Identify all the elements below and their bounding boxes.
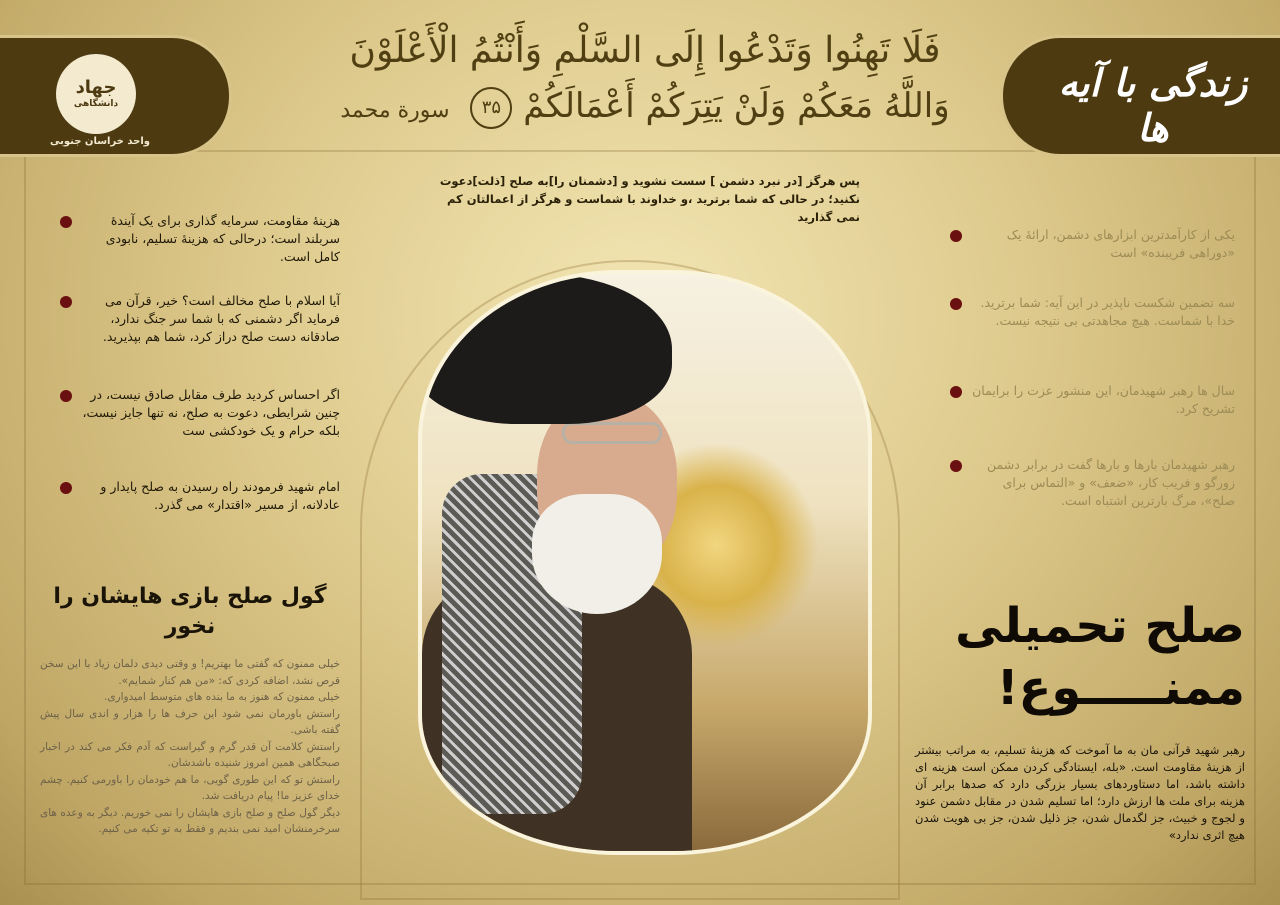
- jihad-logo: [56, 54, 136, 134]
- verse-line2-text: وَاللَّهُ مَعَكُمْ وَلَنْ يَتِرَكُمْ أَعْمَالَكُمْ: [523, 86, 950, 126]
- quran-verse: [300, 24, 990, 139]
- series-badge: [1000, 35, 1280, 157]
- side-paragraph: راستش تو که این طوری گویی، ما هم خودمان را باورمی کنیم. چشم خدای عزیز ما! پیام دریافت شد.: [40, 773, 340, 802]
- series-title: زندگی با آیه ها: [1058, 60, 1248, 150]
- bullet-dot-icon: [60, 216, 72, 228]
- main-title-line2: ممنـــــوع!: [996, 660, 1245, 716]
- logo-badge: [0, 35, 232, 157]
- list-item: [950, 456, 1235, 510]
- verse-translation: پس هرگز [در نبرد دشمن ] سست نشوید و [دشمنان را]به صلح [ذلت]دعوت نکنید؛ در حالی که شما برترید ،و خداوند با شماست و هرگز از اعمالتان کم نمی گذارید: [439, 174, 860, 224]
- bullet-text: اگر احساس کردید طرف مقابل صادق نیست، در چنین شرایطی، دعوت به صلح، نه تنها جایز نیست، بلکه حرام و یک خودکشی ست: [82, 387, 340, 438]
- bullet-dot-icon: [950, 298, 962, 310]
- list-item: [60, 478, 340, 514]
- verse-line2: [300, 78, 990, 139]
- main-title: [915, 595, 1245, 719]
- bullet-dot-icon: [60, 482, 72, 494]
- bullet-dot-icon: [950, 460, 962, 472]
- verse-number: ۳۵: [470, 87, 512, 129]
- bullet-text: سال ها رهبر شهیدمان، این منشور عزت را برایمان تشریح کرد.: [972, 383, 1235, 416]
- logo-line1: جهاد: [75, 77, 117, 98]
- portrait-turban: [418, 274, 672, 424]
- list-item: [950, 294, 1235, 330]
- side-paragraph: خیلی ممنون که هنوز به ما بنده های متوسط امیدواری.: [103, 691, 340, 703]
- bullet-text: سه تضمین شکست ناپذیر در این آیه: شما برترید. خدا با شماست. هیچ مجاهدتی بی نتیجه نیست.: [980, 295, 1235, 328]
- portrait-photo: [418, 270, 872, 855]
- bullet-text: آیا اسلام با صلح مخالف است؟ خیر، قرآن می فرماید اگر دشمنی که با شما سر جنگ ندارد، صادقانه دست صلح دراز کرد، شما هم بپذیرید.: [102, 293, 340, 344]
- bullet-dot-icon: [60, 390, 72, 402]
- bullet-text: رهبر شهیدمان بارها و بارها گفت در برابر دشمن زورگو و فریب کار، «ضعف» و «التماس برای صلح»، مرگ بارترین اشتباه است.: [987, 457, 1235, 508]
- bullet-text: امام شهید فرمودند راه رسیدن به صلح پایدار و عادلانه، از مسیر «اقتدار» می گذرد.: [100, 479, 340, 512]
- side-body: [40, 656, 340, 838]
- logo-subtitle: واحد خراسان جنوبی: [50, 136, 150, 147]
- side-title: گول صلح بازی هایشان را نخور: [53, 584, 327, 639]
- side-paragraph: دیگر گول صلح و صلح بازی هایشان را نمی خوریم. دیگر به وعده های سرخرمنشان امید نمی بندیم و فقط به تو تکیه می کنیم.: [40, 806, 340, 835]
- bullet-text: هزینۀ مقاومت، سرمایه گذاری برای یک آیندۀ سربلند است؛ درحالی که هزینۀ تسلیم، نابودی کامل است.: [105, 213, 340, 264]
- list-item: [950, 226, 1235, 262]
- surah-name: سورة محمد: [340, 98, 450, 123]
- list-item: [950, 382, 1235, 418]
- logo-line2: دانشگاهی: [73, 99, 119, 109]
- bullet-text: یکی از کارآمدترین ابزارهای دشمن، ارائۀ یک «دوراهی فریبنده» است: [1006, 227, 1235, 260]
- list-item: [60, 292, 340, 346]
- main-body: رهبر شهید قرآنی مان به ما آموخت که هزینۀ تسلیم، به مراتب بیشتر از هزینۀ مقاومت است. «بله، ایستادگی کردن ممکن است هزینه ای داشته باشد، اما دستاوردهای بسیار بزرگی دارد که صدها برابر آن هزینه برای ملت ها ارزش دارد؛ اما تسلیم شدن در مقابل دشمن عنود و لجوج و خبیث، جز لگدمال شدن، جز ذلیل شدن، جز بی هویت شدن هیچ اثری ندارد»: [915, 743, 1245, 842]
- bullet-dot-icon: [950, 386, 962, 398]
- bullet-dot-icon: [950, 230, 962, 242]
- side-paragraph: راستش کلامت آن قدر گرم و گیراست که آدم فکر می کند در اخبار صبحگاهی همین امروز شنیده باشدشان.: [40, 740, 340, 769]
- verse-line1: فَلَا تَهِنُوا وَتَدْعُوا إِلَى السَّلْمِ وَأَنْتُمُ الْأَعْلَوْنَ: [349, 30, 941, 71]
- main-title-line1: صلح تحمیلی: [955, 598, 1245, 654]
- bullet-dot-icon: [60, 296, 72, 308]
- side-paragraph: خیلی ممنون که گفتی ما بهتریم! و وقتی دیدی دلمان زیاد با این سخن قرص نشد، اضافه کردی که: «من هم کنار شمایم».: [40, 658, 340, 687]
- portrait-beard: [532, 494, 662, 614]
- list-item: [60, 212, 340, 266]
- portrait-glasses: [562, 422, 662, 444]
- list-item: [60, 386, 340, 440]
- side-paragraph: راستش باورمان نمی شود این حرف ها را هزار و اندی سال پیش گفته باشی.: [40, 707, 340, 736]
